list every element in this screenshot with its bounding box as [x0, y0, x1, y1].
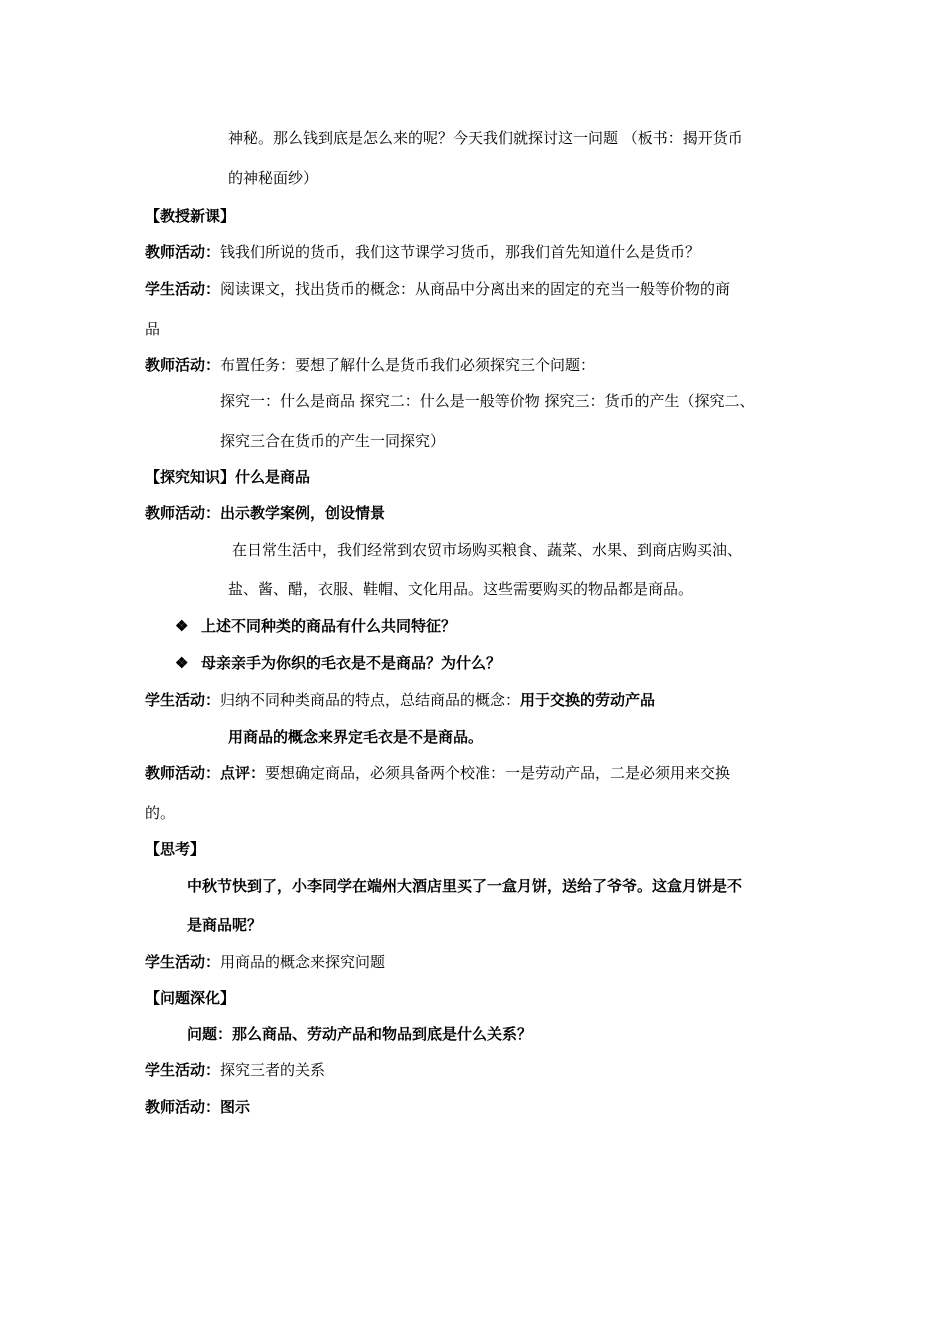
line-text: 中秋节快到了，小李同学在端州大酒店里买了一盒月饼，送给了爷爷。这盒月饼是不 — [187, 877, 743, 895]
line-text: 探究三合在货币的产生一同探究） — [220, 432, 446, 450]
activity-label: 教师活动： — [145, 243, 221, 261]
line-text: 什么是商品 — [235, 468, 311, 486]
commodity-definition: 用于交换的劳动产品 — [520, 691, 656, 709]
line-text: 图示 — [220, 1098, 251, 1116]
think-question-line-2 — [187, 915, 262, 935]
section-heading-explore — [145, 467, 310, 487]
line-text: 盐、酱、醋，衣服、鞋帽、文化用品。这些需要购买的物品都是商品。 — [228, 580, 694, 598]
teacher-activity-2 — [145, 355, 595, 375]
question-bullet-1 — [175, 616, 456, 636]
activity-label: 学生活动： — [145, 953, 221, 971]
line-text: 钱我们所说的货币，我们这节课学习货币，那我们首先知道什么是货币？ — [220, 243, 701, 261]
line-text: 探究一：什么是商品 探究二：什么是一般等价物 探究三：货币的产生（探究二、 — [220, 392, 755, 410]
line-text: 布置任务：要想了解什么是货币我们必须探究三个问题： — [220, 356, 596, 374]
student-activity-4 — [145, 1060, 325, 1080]
activity-label: 学生活动： — [145, 691, 221, 709]
student-activity-1-cont — [145, 319, 160, 339]
section-heading-think — [145, 839, 205, 859]
section-label: 【教授新课】 — [145, 207, 236, 225]
comment-label: 点评： — [220, 764, 266, 782]
line-text: 要想确定商品，必须具备两个校准：一是劳动产品，二是必须用来交换 — [265, 764, 731, 782]
teacher-activity-4-cont — [145, 803, 175, 823]
line-text: 上述不同种类的商品有什么共同特征？ — [201, 617, 457, 635]
line-text: 的。 — [145, 804, 176, 822]
activity-label: 学生活动： — [145, 280, 221, 298]
inquiry-list-line-1 — [220, 391, 755, 411]
teacher-activity-1 — [145, 242, 700, 262]
student-activity-3 — [145, 952, 385, 972]
section-heading-deepen — [145, 988, 235, 1008]
line-text: 在日常生活中，我们经常到农贸市场购买粮食、蔬菜、水果、到商店购买油、 — [232, 541, 743, 559]
line-text: 品 — [145, 320, 161, 338]
activity-label: 教师活动： — [145, 504, 221, 522]
diamond-bullet-icon: ❖ — [175, 617, 189, 635]
teacher-activity-3 — [145, 503, 385, 523]
case-text-line-1 — [232, 540, 742, 560]
intro-line-1 — [228, 128, 743, 148]
line-text: 神秘。那么钱到底是怎么来的呢？今天我们就探讨这一问题 （板书：揭开货币 — [228, 129, 743, 147]
line-text: 用商品的概念来探究问题 — [220, 953, 386, 971]
section-label: 【探究知识】 — [145, 468, 236, 486]
case-text-line-2 — [228, 579, 693, 599]
activity-label: 教师活动： — [145, 1098, 221, 1116]
activity-label: 学生活动： — [145, 1061, 221, 1079]
section-heading-new-lesson — [145, 206, 235, 226]
student-activity-1 — [145, 279, 730, 299]
line-text: 用商品的概念来界定毛衣是不是商品。 — [228, 728, 484, 746]
line-text: 归纳不同种类商品的特点，总结商品的概念： — [220, 691, 521, 709]
question-bullet-2 — [175, 653, 501, 673]
line-text: 问题：那么商品、劳动产品和物品到底是什么关系？ — [187, 1025, 533, 1043]
section-label: 【思考】 — [145, 840, 206, 858]
line-text: 出示教学案例，创设情景 — [220, 504, 386, 522]
intro-line-2 — [228, 168, 318, 188]
line-text: 母亲亲手为你织的毛衣是不是商品？为什么？ — [201, 654, 502, 672]
student-activity-2-cont — [228, 727, 483, 747]
think-question-line-1 — [187, 876, 742, 896]
diamond-bullet-icon: ❖ — [175, 654, 189, 672]
line-text: 是商品呢？ — [187, 916, 263, 934]
teacher-activity-5 — [145, 1097, 250, 1117]
line-text: 探究三者的关系 — [220, 1061, 326, 1079]
activity-label: 教师活动： — [145, 356, 221, 374]
line-text: 的神秘面纱） — [228, 169, 319, 187]
line-text: 阅读课文，找出货币的概念：从商品中分离出来的固定的充当一般等价物的商 — [220, 280, 731, 298]
student-activity-2 — [145, 690, 655, 710]
inquiry-list-line-2 — [220, 431, 445, 451]
section-label: 【问题深化】 — [145, 989, 236, 1007]
activity-label: 教师活动： — [145, 764, 221, 782]
teacher-activity-4 — [145, 763, 730, 783]
deepen-question — [187, 1024, 532, 1044]
